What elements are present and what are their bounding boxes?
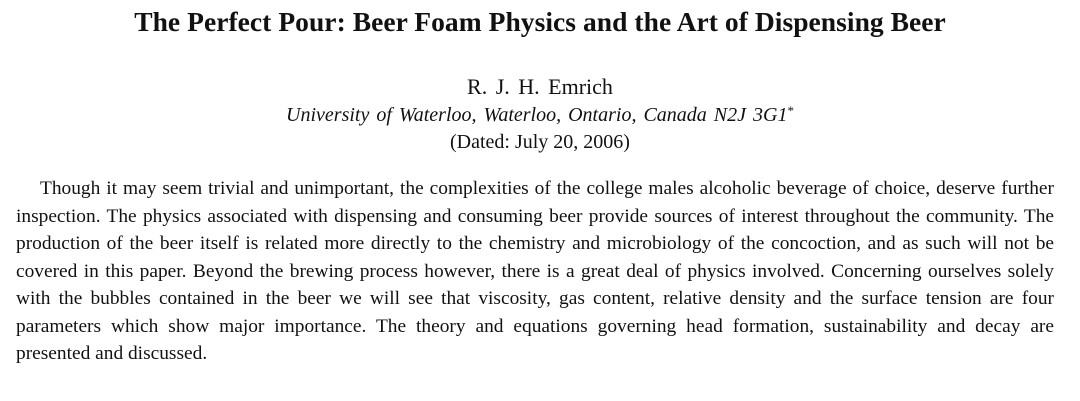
paper-date: (Dated: July 20, 2006) — [450, 131, 630, 153]
affiliation-text: University of Waterloo, Waterloo, Ontario, Canada N2J 3G1 — [286, 104, 788, 126]
author-affiliation — [0, 101, 1080, 129]
affiliation-footnote-marker: * — [787, 103, 794, 118]
author-name: R. J. H. Emrich — [467, 74, 613, 99]
paper-title: The Perfect Pour: Beer Foam Physics and the Art of Dispensing Beer — [134, 6, 946, 37]
abstract-text: Though it may seem trivial and unimportant, the complexities of the college males alcoholic beverage of choice, deserve further inspection. The physics associated with dispensing and consuming beer provide sources of interest throughout the community. The production of the beer itself is related more directly to the chemistry and microbiology of the concoction, and as such will not be covered in this paper. Beyond the brewing process however, there is a great deal of physics involved. Concerning ourselves solely with the bubbles contained in the beer we will see that viscosity, gas content, relative density and the surface tension are four parameters which show major importance. The theory and equations governing head formation, sustainability and decay are presented and discussed. — [16, 178, 1054, 364]
